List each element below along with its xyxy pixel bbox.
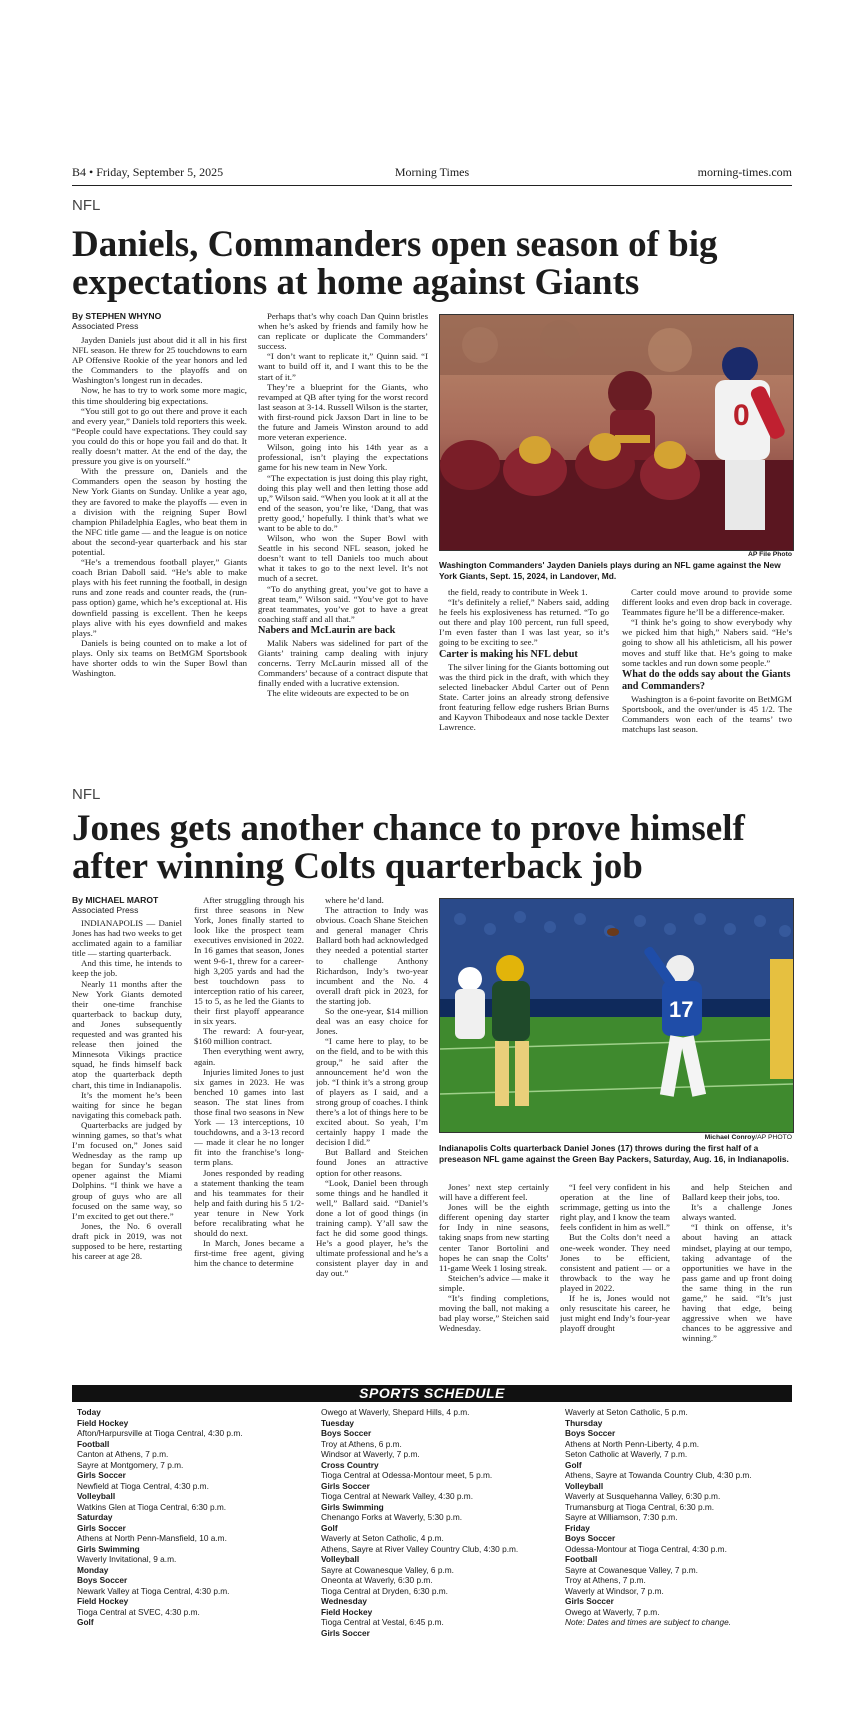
story1-headline: Daniels, Commanders open season of big expectations at home against Giants [72, 224, 718, 303]
schedule-game: Newark Valley at Tioga Central, 4:30 p.m. [77, 1585, 230, 1596]
paragraph: The reward: A four-year, $160 million contract. [194, 1026, 304, 1047]
schedule-game: Chenango Forks at Waverly, 5:30 p.m. [321, 1512, 463, 1522]
paragraph: Perhaps that’s why coach Dan Quinn bristles when he’s asked by friends and family how he can replicate or duplicate the Commanders’ success. [258, 311, 428, 352]
schedule-game: Oneonta at Waverly, 6:30 p.m. [321, 1575, 433, 1585]
subhead: What do the odds say about the Giants and Commanders? [622, 668, 791, 692]
paragraph: “I think he’s going to show everybody why we picked him that high,” Nabers said. “He’s going to show all his athleticism, all his power moves and stuff like that. He’s going to make some tackles and run down some people.” [622, 617, 792, 668]
paragraph: Jayden Daniels just about did it all in his first NFL season. He threw for 25 touchdowns to earn AP Offensive Rookie of the year honors and led the Commanders to the playoffs and on Washington’s longest run in decades. [72, 335, 247, 386]
paragraph: Carter could move around to provide some different looks and even drop back in coverage. Teammates figure he’ll be a difference-maker. [622, 587, 792, 618]
story1-photo-caption: Washington Commanders' Jayden Daniels plays during an NFL game against the New York Giants, Sept. 15, 2024, in Landover, Md. [439, 560, 781, 581]
subhead: Nabers and McLaurin are back [258, 624, 396, 636]
schedule-title: SPORTS SCHEDULE [72, 1385, 792, 1402]
paragraph: “It’s finding completions, moving the ball, not making a bad play worse,” Steichen said Wednesday. [439, 1293, 549, 1334]
story1-column-4 [622, 587, 792, 800]
schedule-sport: Boys Soccer [77, 1575, 128, 1585]
byline-agency: Associated Press [72, 321, 139, 331]
schedule-sport: Boys Soccer [565, 1533, 616, 1543]
schedule-day: Monday [77, 1564, 109, 1575]
schedule-game: Troy at Athens, 6 p.m. [321, 1438, 402, 1449]
schedule-sport: Golf [77, 1617, 94, 1627]
paragraph: Now, he has to try to work some more magic, this time shouldering big expectations. [72, 385, 247, 406]
paragraph: It’s a challenge Jones always wanted. [682, 1202, 792, 1223]
paragraph: “I don’t want to replicate it,” Quinn said. “I want to build off it, and I want this to be the start of it.” [258, 351, 428, 382]
schedule-game: Waverly at Seton Catholic, 5 p.m. [565, 1407, 688, 1417]
schedule-game: Waverly at Seton Catholic, 4 p.m. [321, 1533, 444, 1543]
schedule-day: Tuesday [321, 1417, 355, 1428]
paragraph: The elite wideouts are expected to be on [267, 688, 409, 699]
paragraph: “I think on offense, it’s about having an attack mindset, playing at our tempo, taking advantage of the opportunities we have in the pass game and up front doing the same thing in the run game,” he said. “It’s just having that edge, being aggressive when we have chances to be aggressive and winning.” [682, 1222, 792, 1344]
schedule-game: Windsor at Waverly, 7 p.m. [321, 1449, 420, 1459]
paragraph: Wilson, who won the Super Bowl with Seattle in his second NFL season, joked he doesn’t want to tell Daniels too much about what it takes to go to the next level. It’s not much of a secret. [258, 533, 428, 584]
schedule-sport: Field Hockey [321, 1606, 373, 1617]
schedule-sport: Volleyball [321, 1554, 360, 1564]
schedule-sport: Girls Soccer [321, 1627, 370, 1638]
schedule-game: Tioga Central at Vestal, 6:45 p.m. [321, 1617, 444, 1627]
schedule-sport: Girls Soccer [321, 1480, 370, 1491]
paragraph: The silver lining for the Giants bottoming out was the third pick in the draft, with which they selected linebacker Abdul Carter out of Penn State. Carter joins an already strong defensive front featuring fellow edge rushers Brian Burns and Kayvon Thibodeaux and nose tackle Dexter Lawrence. [439, 661, 609, 733]
paragraph: But Ballard and Steichen found Jones an attractive option for other reasons. [316, 1147, 428, 1178]
story1-column-2 [258, 311, 428, 799]
paragraph: INDIANAPOLIS — Daniel Jones has had two weeks to get acclimated again to a familiar title — starting quarterback. [72, 918, 182, 959]
paragraph: Nearly 11 months after the New York Giants demoted their one-time franchise quarterback to backup duty, and Jones subsequently requested and was granted his release then joined the Minnesota Vikings practice squad, he finds himself back atop the quarterback depth chart, this time in Indianapolis. [72, 978, 182, 1090]
byline-author: By STEPHEN WHYNO [72, 311, 162, 321]
story1-photo-credit: AP File Photo [747, 551, 792, 558]
paragraph: Wilson, going into his 14th year as a professional, isn’t playing the expectations game for his new team in New York. [258, 442, 428, 473]
schedule-sport: Girls Soccer [77, 1470, 126, 1480]
site-url: morning-times.com [697, 165, 792, 179]
schedule-game: Sayre at Cowanesque Valley, 7 p.m. [565, 1564, 698, 1575]
story2-kicker: NFL [72, 786, 101, 803]
paragraph: “It’s definitely a relief,” Nabers said, adding he feels his explosiveness has returned. “To go out there and play 100 percent, run full speed, I’m even faster than I was last year, so it’s going to be exciting to see.” [439, 597, 609, 648]
paragraph: After struggling through his first three seasons in New York, Jones finally started to look like the prospect team executives envisioned in 2022. In 16 games that season, Jones went 9-6-1, threw for a career-high 3,205 yards and had the best touchdown pass to interception ratio of his career, 15 to 5, as he led the Giants to their first playoff appearance in six years. [194, 895, 304, 1027]
schedule-sport: Girls Swimming [321, 1501, 384, 1512]
story2-column-2 [194, 895, 304, 1377]
paper-name: Morning Times [394, 165, 470, 179]
paragraph: “You still got to go out there and prove it each and every year,” Daniels told reporters this week. “People could have expectations. They could say you could do this or hope you fail and do that. It really doesn’t matter. At the end of the day, the pressure you give is on yourself.” [72, 405, 247, 467]
story2-photo-caption: Indianapolis Colts quarterback Daniel Jones (17) throws during the first half of a preseason NFL game against the Green Bay Packers, Saturday, Aug. 16, in Indianapolis. [439, 1143, 789, 1164]
schedule-sport: Boys Soccer [565, 1428, 616, 1438]
story2-headline: Jones gets another chance to prove himself after winning Colts quarterback job [72, 808, 745, 887]
paragraph: the field, ready to contribute in Week 1. [448, 587, 588, 597]
paragraph: Then everything went awry, again. [194, 1046, 304, 1067]
paragraph: “Look, Daniel been through some things and he handled it well,” Ballard said. “Daniel’s done a lot of good things (in training camp). Y’all saw the fact he did some good things. He’s a good player, he’s the ultimate professional and he’s a consistent player day in and day out.” [316, 1177, 428, 1279]
story1-column-3 [439, 587, 609, 800]
photo-credit-agency: /AP PHOTO [755, 1134, 792, 1141]
schedule-sport: Golf [565, 1459, 582, 1470]
paragraph: where he’d land. [325, 895, 384, 905]
paragraph: Steichen’s advice — make it simple. [439, 1272, 549, 1293]
story2-column-3 [316, 895, 428, 1377]
schedule-sport: Cross Country [321, 1459, 379, 1470]
schedule-sport: Field Hockey [77, 1417, 129, 1428]
paragraph: They’re a blueprint for the Giants, who revamped at QB after tying for the worst record last season at 3-14. Russell Wilson is the starter, with first-round pick Jaxson Dart in line to be the future and Jameis Winston around to add more veteran experience. [258, 381, 428, 443]
schedule-game: Sayre at Williamson, 7:30 p.m. [565, 1512, 678, 1522]
paragraph: Quarterbacks are judged by winning games, so that’s what I’m focused on,” Jones said Wednesday as the ramp up began for Sunday’s season opener against the Miami Dolphins. “I think we have a group of guys who are all focused on the same way, so I’m excited to get out there.” [72, 1119, 182, 1221]
schedule-day: Today [77, 1407, 101, 1417]
subhead: Carter is making his NFL debut [439, 648, 578, 660]
schedule-game: Tioga Central at SVEC, 4:30 p.m. [77, 1606, 200, 1617]
schedule-sport: Volleyball [77, 1491, 116, 1501]
schedule-sport: Field Hockey [77, 1596, 129, 1606]
schedule-game: Sayre at Montgomery, 7 p.m. [77, 1459, 184, 1470]
paragraph: Jones’ next step certainly will have a different feel. [439, 1182, 549, 1203]
masthead [72, 163, 792, 186]
page-date: B4 • Friday, September 5, 2025 [72, 165, 224, 179]
schedule-game: Odessa-Montour at Tioga Central, 4:30 p.m. [565, 1543, 727, 1554]
story2-byline [72, 895, 158, 915]
schedule-game: Watkins Glen at Tioga Central, 6:30 p.m. [77, 1501, 227, 1512]
schedule-sport: Girls Soccer [565, 1596, 614, 1606]
schedule-game: Troy at Athens, 7 p.m. [565, 1575, 646, 1585]
paragraph: and help Steichen and Ballard keep their jobs, too. [682, 1182, 792, 1203]
story1-byline [72, 311, 161, 331]
story2-column-5 [560, 1182, 670, 1377]
schedule-sport: Golf [321, 1522, 338, 1533]
paragraph: Injuries limited Jones to just six games in 2023. He was benched 10 games into last season. The stat lines from those final two seasons in New York — 13 interceptions, 10 touchdowns, and a 3-13 record — made it clear he no longer fit into the franchise’s long-term plans. [194, 1066, 304, 1168]
paragraph: In March, Jones became a first-time free agent, giving him the chance to determine [194, 1238, 304, 1269]
schedule-game: Owego at Waverly, 7 p.m. [565, 1606, 660, 1617]
schedule-game: Athens, Sayre at River Valley Country Club, 4:30 p.m. [321, 1543, 519, 1554]
schedule-game: Owego at Waverly, Shepard Hills, 4 p.m. [321, 1407, 470, 1417]
schedule-sport: Football [565, 1554, 598, 1564]
paragraph: “I came here to play, to be on the field, and to be with this group,” he said after the announcement he’d won the job. “I think it’s a strong group of players as I said, and a strong group of coaches. I think there’s a lot of things here to be excited about. So yeah, I’m certainly happy I made the decision I did.” [316, 1036, 428, 1148]
story2-column-1 [72, 918, 182, 1376]
paragraph: It’s the moment he’s been waiting for since he began navigating this comeback path. [72, 1089, 182, 1120]
byline-agency: Associated Press [72, 905, 139, 915]
schedule-game: Sayre at Cowanesque Valley, 6 p.m. [321, 1564, 454, 1575]
schedule-game: Athens at North Penn-Mansfield, 10 a.m. [77, 1533, 227, 1543]
paragraph: Jones, the No. 6 overall draft pick in 2019, was not supposed to be here, restarting his career at age 28. [72, 1220, 182, 1262]
paragraph: “To do anything great, you’ve got to have a great team,” Wilson said. “You’ve got to have great teammates, you’ve got to have a great coaching staff and all that.” [258, 583, 428, 624]
paragraph: The attraction to Indy was obvious. Coach Shane Steichen and general manager Chris Ballard both had acknowledged they needed a potential starter to challenge Anthony Richardson, Indy’s two-year incumbent and the No. 4 overall draft pick in 2023, for the starting job. [316, 905, 428, 1006]
paragraph: So the one-year, $14 million deal was an easy choice for Jones. [316, 1006, 428, 1037]
paragraph: Jones responded by reading a statement thanking the team and his teammates for their help and faith during his 5 1/2-year tenure in New York before recalibrating what he should do next. [194, 1167, 304, 1239]
story1-kicker: NFL [72, 197, 101, 214]
schedule-note: Note: Dates and times are subject to change. [565, 1617, 732, 1627]
schedule-day: Wednesday [321, 1596, 367, 1606]
schedule-game: Seton Catholic at Waverly, 7 p.m. [565, 1449, 688, 1459]
schedule-sport: Football [77, 1438, 110, 1449]
schedule-sport: Girls Swimming [77, 1543, 140, 1554]
story1-photo [439, 314, 794, 551]
schedule-column-1 [77, 1407, 312, 1628]
football-game-photo [440, 315, 793, 550]
svg-text:17: 17 [669, 997, 694, 1022]
schedule-game: Athens at North Penn-Liberty, 4 p.m. [565, 1438, 700, 1449]
schedule-game: Tioga Central at Odessa-Montour meet, 5 p.m. [321, 1470, 493, 1480]
schedule-column-3 [565, 1407, 792, 1628]
paragraph: But the Colts don’t need a one-week wonder. They need Jones to be efficient, consistent and patient — or a throwback to the way he played in 2022. [560, 1232, 670, 1293]
schedule-game: Waverly at Susquehanna Valley, 6:30 p.m. [565, 1491, 721, 1501]
story2-column-6 [682, 1182, 792, 1377]
schedule-day: Thursday [565, 1417, 603, 1428]
schedule-game: Canton at Athens, 7 p.m. [77, 1449, 169, 1459]
paragraph: “He’s a tremendous football player,” Giants coach Brian Daboll said. “He’s able to make plays with his feet running the football, in design runs and zone reads and counter reads, the (run-pass option) game, which he’s exceptional at. His downfield passing is excellent. Then he keeps plays alive with his eyes downfield and makes plays.” [72, 557, 247, 638]
story2-photo-credit [439, 1134, 792, 1141]
paragraph: And this time, he intends to keep the job. [72, 958, 182, 979]
schedule-column-2 [321, 1407, 556, 1638]
schedule-sport: Boys Soccer [321, 1428, 372, 1438]
schedule-day: Saturday [77, 1512, 113, 1522]
paragraph: Malik Nabers was sidelined for part of the Giants’ training camp dealing with injury concerns. Terry McLaurin missed all of the Commanders’ because of a contract dispute that finally ended with a lucrative extension. [258, 637, 428, 689]
schedule-game: Afton/Harpursville at Tioga Central, 4:30 p.m. [77, 1428, 243, 1438]
byline-author: By MICHAEL MAROT [72, 895, 159, 905]
schedule-game: Trumansburg at Tioga Central, 6:30 p.m. [565, 1501, 715, 1512]
schedule-game: Waverly Invitational, 9 a.m. [77, 1554, 177, 1564]
schedule-game: Tioga Central at Dryden, 6:30 p.m. [321, 1585, 448, 1596]
story2-photo [439, 898, 794, 1133]
paragraph: With the pressure on, Daniels and the Commanders open the season by hosting the New York Giants on Sunday. Unlike a year ago, they are favored to make the playoffs — even in a division with the reigning Super Bowl champion Philadelphia Eagles, who beat them in the NFC title game — and the league is on notice about the second-year quarterback and his star potential. [72, 466, 247, 557]
paragraph: “I feel very confident in his operation at the line of scrimmage, getting us into the right play, and I know the team feels confident in him as well.” [560, 1182, 670, 1233]
schedule-game: Tioga Central at Newark Valley, 4:30 p.m. [321, 1491, 474, 1501]
svg-text:0: 0 [733, 399, 750, 432]
schedule-game: Waverly at Windsor, 7 p.m. [565, 1585, 664, 1596]
paragraph: Jones will be the eighth different opening day starter for Indy in nine seasons, taking snaps from new starting center Tanor Bortolini and hopes he can snap the Colts’ 11-game Week 1 losing streak. [439, 1202, 549, 1273]
paragraph: Daniels is being counted on to make a lot of plays. Only six teams on BetMGM Sportsbook have shorter odds to win the Super Bowl than Washington. [72, 637, 247, 679]
story1-column-1 [72, 335, 247, 800]
schedule-game: Athens, Sayre at Towanda Country Club, 4:30 p.m. [565, 1470, 752, 1480]
paragraph: Washington is a 6-point favorite on BetMGM Sportsbook, and the over/under is 45 1/2. The Commanders won each of the teams’ two matchups last season. [622, 693, 792, 735]
schedule-sport: Girls Soccer [77, 1522, 126, 1533]
paragraph: “The expectation is just doing this play right, doing this play well and then letting those add up,” Wilson said. “When you look at it all at the end of the season, you’re like, ‘Dang, that was pretty good,’ hopefully. I think that’s what we want to be able to do.” [258, 472, 428, 533]
schedule-day: Friday [565, 1522, 590, 1533]
story2-column-4 [439, 1182, 549, 1377]
schedule-game: Newfield at Tioga Central, 4:30 p.m. [77, 1480, 209, 1491]
football-game-photo [440, 899, 793, 1132]
paragraph: If he is, Jones would not only resuscitate his career, he just might end Indy’s four-year playoff drought [560, 1293, 670, 1334]
photo-credit-name: Michael Conroy [704, 1134, 756, 1141]
schedule-sport: Volleyball [565, 1480, 604, 1491]
